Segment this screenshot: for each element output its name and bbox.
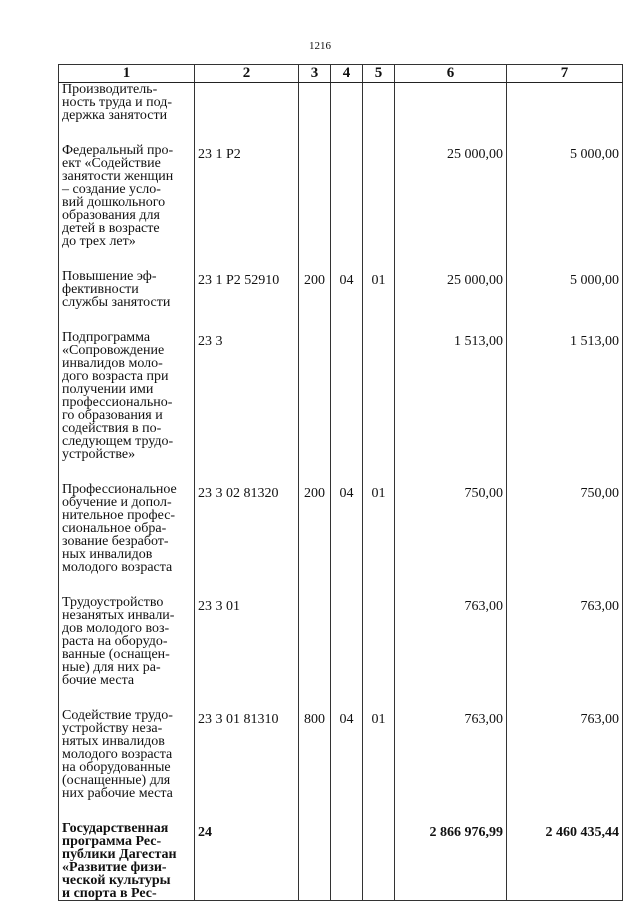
row-col3-cell: 200 bbox=[299, 483, 331, 574]
row-amount-7-cell: 5 000,00 bbox=[507, 144, 623, 248]
row-col4-cell bbox=[331, 144, 363, 248]
row-name-line: Профессиональное bbox=[62, 482, 177, 497]
row-name-line: молодого возраста bbox=[62, 747, 173, 762]
table-row bbox=[59, 331, 623, 461]
row-name-line: «Развитие физи- bbox=[62, 860, 167, 875]
row-name-cell bbox=[59, 483, 195, 574]
spacer-cell bbox=[395, 800, 507, 822]
page-number: 1216 bbox=[309, 40, 331, 52]
spacer-cell bbox=[507, 309, 623, 331]
row-name-line: обучение и допол- bbox=[62, 495, 172, 510]
spacer-cell bbox=[331, 461, 363, 483]
table-row bbox=[59, 270, 623, 309]
row-col4-cell bbox=[331, 331, 363, 461]
spacer-cell bbox=[363, 687, 395, 709]
row-amount-6-cell: 25 000,00 bbox=[395, 270, 507, 309]
header-col-3: 3 bbox=[299, 65, 331, 83]
row-name-cell bbox=[59, 83, 195, 123]
row-code-cell: 23 3 02 81320 bbox=[195, 483, 299, 574]
row-col5-cell: 01 bbox=[363, 483, 395, 574]
row-name-line: Подпрограмма bbox=[62, 330, 151, 345]
row-name-cell bbox=[59, 596, 195, 687]
row-spacer bbox=[59, 122, 623, 144]
row-col5-cell bbox=[363, 822, 395, 901]
row-name-line: инвалидов моло- bbox=[62, 356, 163, 371]
row-name-line: следующем трудо- bbox=[62, 434, 174, 449]
row-col5-cell: 01 bbox=[363, 709, 395, 800]
row-amount-7-cell: 763,00 bbox=[507, 596, 623, 687]
row-name-cell bbox=[59, 822, 195, 901]
row-code-cell bbox=[195, 83, 299, 123]
row-col4-cell: 04 bbox=[331, 270, 363, 309]
row-name-line: ект «Содействие bbox=[62, 156, 161, 171]
spacer-cell bbox=[195, 574, 299, 596]
row-amount-7-cell: 5 000,00 bbox=[507, 270, 623, 309]
spacer-cell bbox=[195, 309, 299, 331]
row-name-line: Государственная bbox=[62, 821, 169, 836]
spacer-cell bbox=[331, 574, 363, 596]
row-col3-cell: 200 bbox=[299, 270, 331, 309]
spacer-cell bbox=[363, 800, 395, 822]
spacer-cell bbox=[195, 687, 299, 709]
row-col4-cell: 04 bbox=[331, 709, 363, 800]
row-name-line: дого возраста при bbox=[62, 369, 169, 384]
row-name-line: программа Рес- bbox=[62, 834, 162, 849]
row-col3-cell: 800 bbox=[299, 709, 331, 800]
header-col-5: 5 bbox=[363, 65, 395, 83]
spacer-cell bbox=[395, 461, 507, 483]
spacer-cell bbox=[299, 687, 331, 709]
spacer-cell bbox=[395, 248, 507, 270]
row-name-line: сиональное обра- bbox=[62, 521, 167, 536]
spacer-cell bbox=[195, 122, 299, 144]
spacer-cell bbox=[507, 800, 623, 822]
spacer-cell bbox=[59, 248, 195, 270]
row-name-line: ческой культуры bbox=[62, 873, 171, 888]
row-spacer bbox=[59, 248, 623, 270]
row-code-cell: 24 bbox=[195, 822, 299, 901]
row-col3-cell bbox=[299, 144, 331, 248]
row-amount-7-cell bbox=[507, 83, 623, 123]
table-row bbox=[59, 144, 623, 248]
spacer-cell bbox=[331, 687, 363, 709]
row-spacer bbox=[59, 800, 623, 822]
row-name-line: Повышение эф- bbox=[62, 269, 157, 284]
row-name-line: на оборудованные bbox=[62, 760, 171, 775]
row-name-line: детей в возрасте bbox=[62, 221, 160, 236]
row-name-line: публики Дагестан bbox=[62, 847, 177, 862]
row-name-line: держка занятости bbox=[62, 108, 168, 123]
spacer-cell bbox=[363, 461, 395, 483]
row-name-line: до трех лет» bbox=[62, 234, 136, 249]
spacer-cell bbox=[507, 574, 623, 596]
row-code-cell: 23 3 bbox=[195, 331, 299, 461]
header-col-1: 1 bbox=[59, 65, 195, 83]
row-amount-7-cell: 763,00 bbox=[507, 709, 623, 800]
row-name-line: ных инвалидов bbox=[62, 547, 153, 562]
row-name-line: ность труда и под- bbox=[62, 95, 172, 110]
spacer-cell bbox=[331, 800, 363, 822]
spacer-cell bbox=[363, 248, 395, 270]
spacer-cell bbox=[507, 122, 623, 144]
spacer-cell bbox=[299, 800, 331, 822]
row-name-line: (оснащенные) для bbox=[62, 773, 171, 788]
row-name-line: Содействие трудо- bbox=[62, 708, 173, 723]
row-name-line: устройстве» bbox=[62, 447, 136, 462]
spacer-cell bbox=[299, 122, 331, 144]
row-name-line: незанятых инвали- bbox=[62, 608, 175, 623]
header-col-2: 2 bbox=[195, 65, 299, 83]
spacer-cell bbox=[59, 309, 195, 331]
row-name-line: устройству неза- bbox=[62, 721, 163, 736]
row-spacer bbox=[59, 461, 623, 483]
spacer-cell bbox=[59, 461, 195, 483]
row-name-cell bbox=[59, 709, 195, 800]
row-col5-cell bbox=[363, 83, 395, 123]
row-name-line: содействия в по- bbox=[62, 421, 162, 436]
header-col-4: 4 bbox=[331, 65, 363, 83]
row-col4-cell bbox=[331, 83, 363, 123]
spacer-cell bbox=[331, 248, 363, 270]
spacer-cell bbox=[195, 248, 299, 270]
row-col3-cell bbox=[299, 822, 331, 901]
row-col4-cell bbox=[331, 596, 363, 687]
row-amount-6-cell: 2 866 976,99 bbox=[395, 822, 507, 901]
row-name-line: бочие места bbox=[62, 673, 135, 688]
row-name-line: ные) для них ра- bbox=[62, 660, 161, 675]
row-name-line: фективности bbox=[62, 282, 139, 297]
spacer-cell bbox=[59, 687, 195, 709]
spacer-cell bbox=[59, 800, 195, 822]
row-amount-6-cell: 750,00 bbox=[395, 483, 507, 574]
table-row bbox=[59, 83, 623, 123]
row-amount-6-cell: 25 000,00 bbox=[395, 144, 507, 248]
row-name-line: нятых инвалидов bbox=[62, 734, 165, 749]
row-col5-cell bbox=[363, 331, 395, 461]
row-name-line: нительное профес- bbox=[62, 508, 176, 523]
row-amount-7-cell: 750,00 bbox=[507, 483, 623, 574]
spacer-cell bbox=[363, 122, 395, 144]
row-name-line: Федеральный про- bbox=[62, 143, 174, 158]
row-name-line: дов молодого воз- bbox=[62, 621, 170, 636]
row-name-line: профессионально- bbox=[62, 395, 173, 410]
row-name-line: службы занятости bbox=[62, 295, 171, 310]
row-amount-7-cell: 2 460 435,44 bbox=[507, 822, 623, 901]
row-name-cell bbox=[59, 331, 195, 461]
row-col5-cell: 01 bbox=[363, 270, 395, 309]
row-col5-cell bbox=[363, 144, 395, 248]
table-body bbox=[59, 83, 623, 901]
row-col5-cell bbox=[363, 596, 395, 687]
table-row bbox=[59, 483, 623, 574]
budget-table bbox=[58, 64, 623, 901]
spacer-cell bbox=[331, 309, 363, 331]
spacer-cell bbox=[395, 309, 507, 331]
table-row bbox=[59, 822, 623, 901]
row-col3-cell bbox=[299, 596, 331, 687]
spacer-cell bbox=[363, 309, 395, 331]
row-name-line: получении ими bbox=[62, 382, 154, 397]
spacer-cell bbox=[395, 687, 507, 709]
spacer-cell bbox=[507, 248, 623, 270]
row-col3-cell bbox=[299, 331, 331, 461]
spacer-cell bbox=[507, 687, 623, 709]
spacer-cell bbox=[395, 574, 507, 596]
row-code-cell: 23 3 01 81310 bbox=[195, 709, 299, 800]
spacer-cell bbox=[363, 574, 395, 596]
header-row bbox=[59, 65, 623, 83]
row-amount-6-cell: 763,00 bbox=[395, 596, 507, 687]
spacer-cell bbox=[299, 461, 331, 483]
spacer-cell bbox=[195, 800, 299, 822]
row-code-cell: 23 1 P2 52910 bbox=[195, 270, 299, 309]
row-col4-cell bbox=[331, 822, 363, 901]
row-name-line: ванные (оснащен- bbox=[62, 647, 170, 662]
row-code-cell: 23 3 01 bbox=[195, 596, 299, 687]
row-spacer bbox=[59, 309, 623, 331]
spacer-cell bbox=[299, 309, 331, 331]
header-col-6: 6 bbox=[395, 65, 507, 83]
row-col4-cell: 04 bbox=[331, 483, 363, 574]
row-name-line: вий дошкольного bbox=[62, 195, 166, 210]
row-amount-7-cell: 1 513,00 bbox=[507, 331, 623, 461]
row-name-line: образования для bbox=[62, 208, 160, 223]
header-col-7: 7 bbox=[507, 65, 623, 83]
spacer-cell bbox=[299, 574, 331, 596]
row-code-cell: 23 1 P2 bbox=[195, 144, 299, 248]
spacer-cell bbox=[331, 122, 363, 144]
row-name-line: Производитель- bbox=[62, 82, 158, 97]
row-name-line: го образования и bbox=[62, 408, 163, 423]
row-amount-6-cell: 763,00 bbox=[395, 709, 507, 800]
row-name-line: зование безработ- bbox=[62, 534, 169, 549]
row-name-line: них рабочие места bbox=[62, 786, 173, 801]
row-name-cell bbox=[59, 270, 195, 309]
spacer-cell bbox=[195, 461, 299, 483]
table-row bbox=[59, 596, 623, 687]
spacer-cell bbox=[299, 248, 331, 270]
row-name-line: и спорта в Рес- bbox=[62, 886, 157, 901]
row-name-line: раста на оборудо- bbox=[62, 634, 168, 649]
row-name-line: «Сопровождение bbox=[62, 343, 165, 358]
spacer-cell bbox=[395, 122, 507, 144]
row-col3-cell bbox=[299, 83, 331, 123]
row-amount-6-cell bbox=[395, 83, 507, 123]
spacer-cell bbox=[59, 574, 195, 596]
row-name-cell bbox=[59, 144, 195, 248]
table-row bbox=[59, 709, 623, 800]
row-spacer bbox=[59, 687, 623, 709]
spacer-cell bbox=[507, 461, 623, 483]
row-name-line: молодого возраста bbox=[62, 560, 173, 575]
row-amount-6-cell: 1 513,00 bbox=[395, 331, 507, 461]
row-name-line: Трудоустройство bbox=[62, 595, 164, 610]
row-spacer bbox=[59, 574, 623, 596]
row-name-line: – создание усло- bbox=[62, 182, 161, 197]
spacer-cell bbox=[59, 122, 195, 144]
row-name-line: занятости женщин bbox=[62, 169, 174, 184]
